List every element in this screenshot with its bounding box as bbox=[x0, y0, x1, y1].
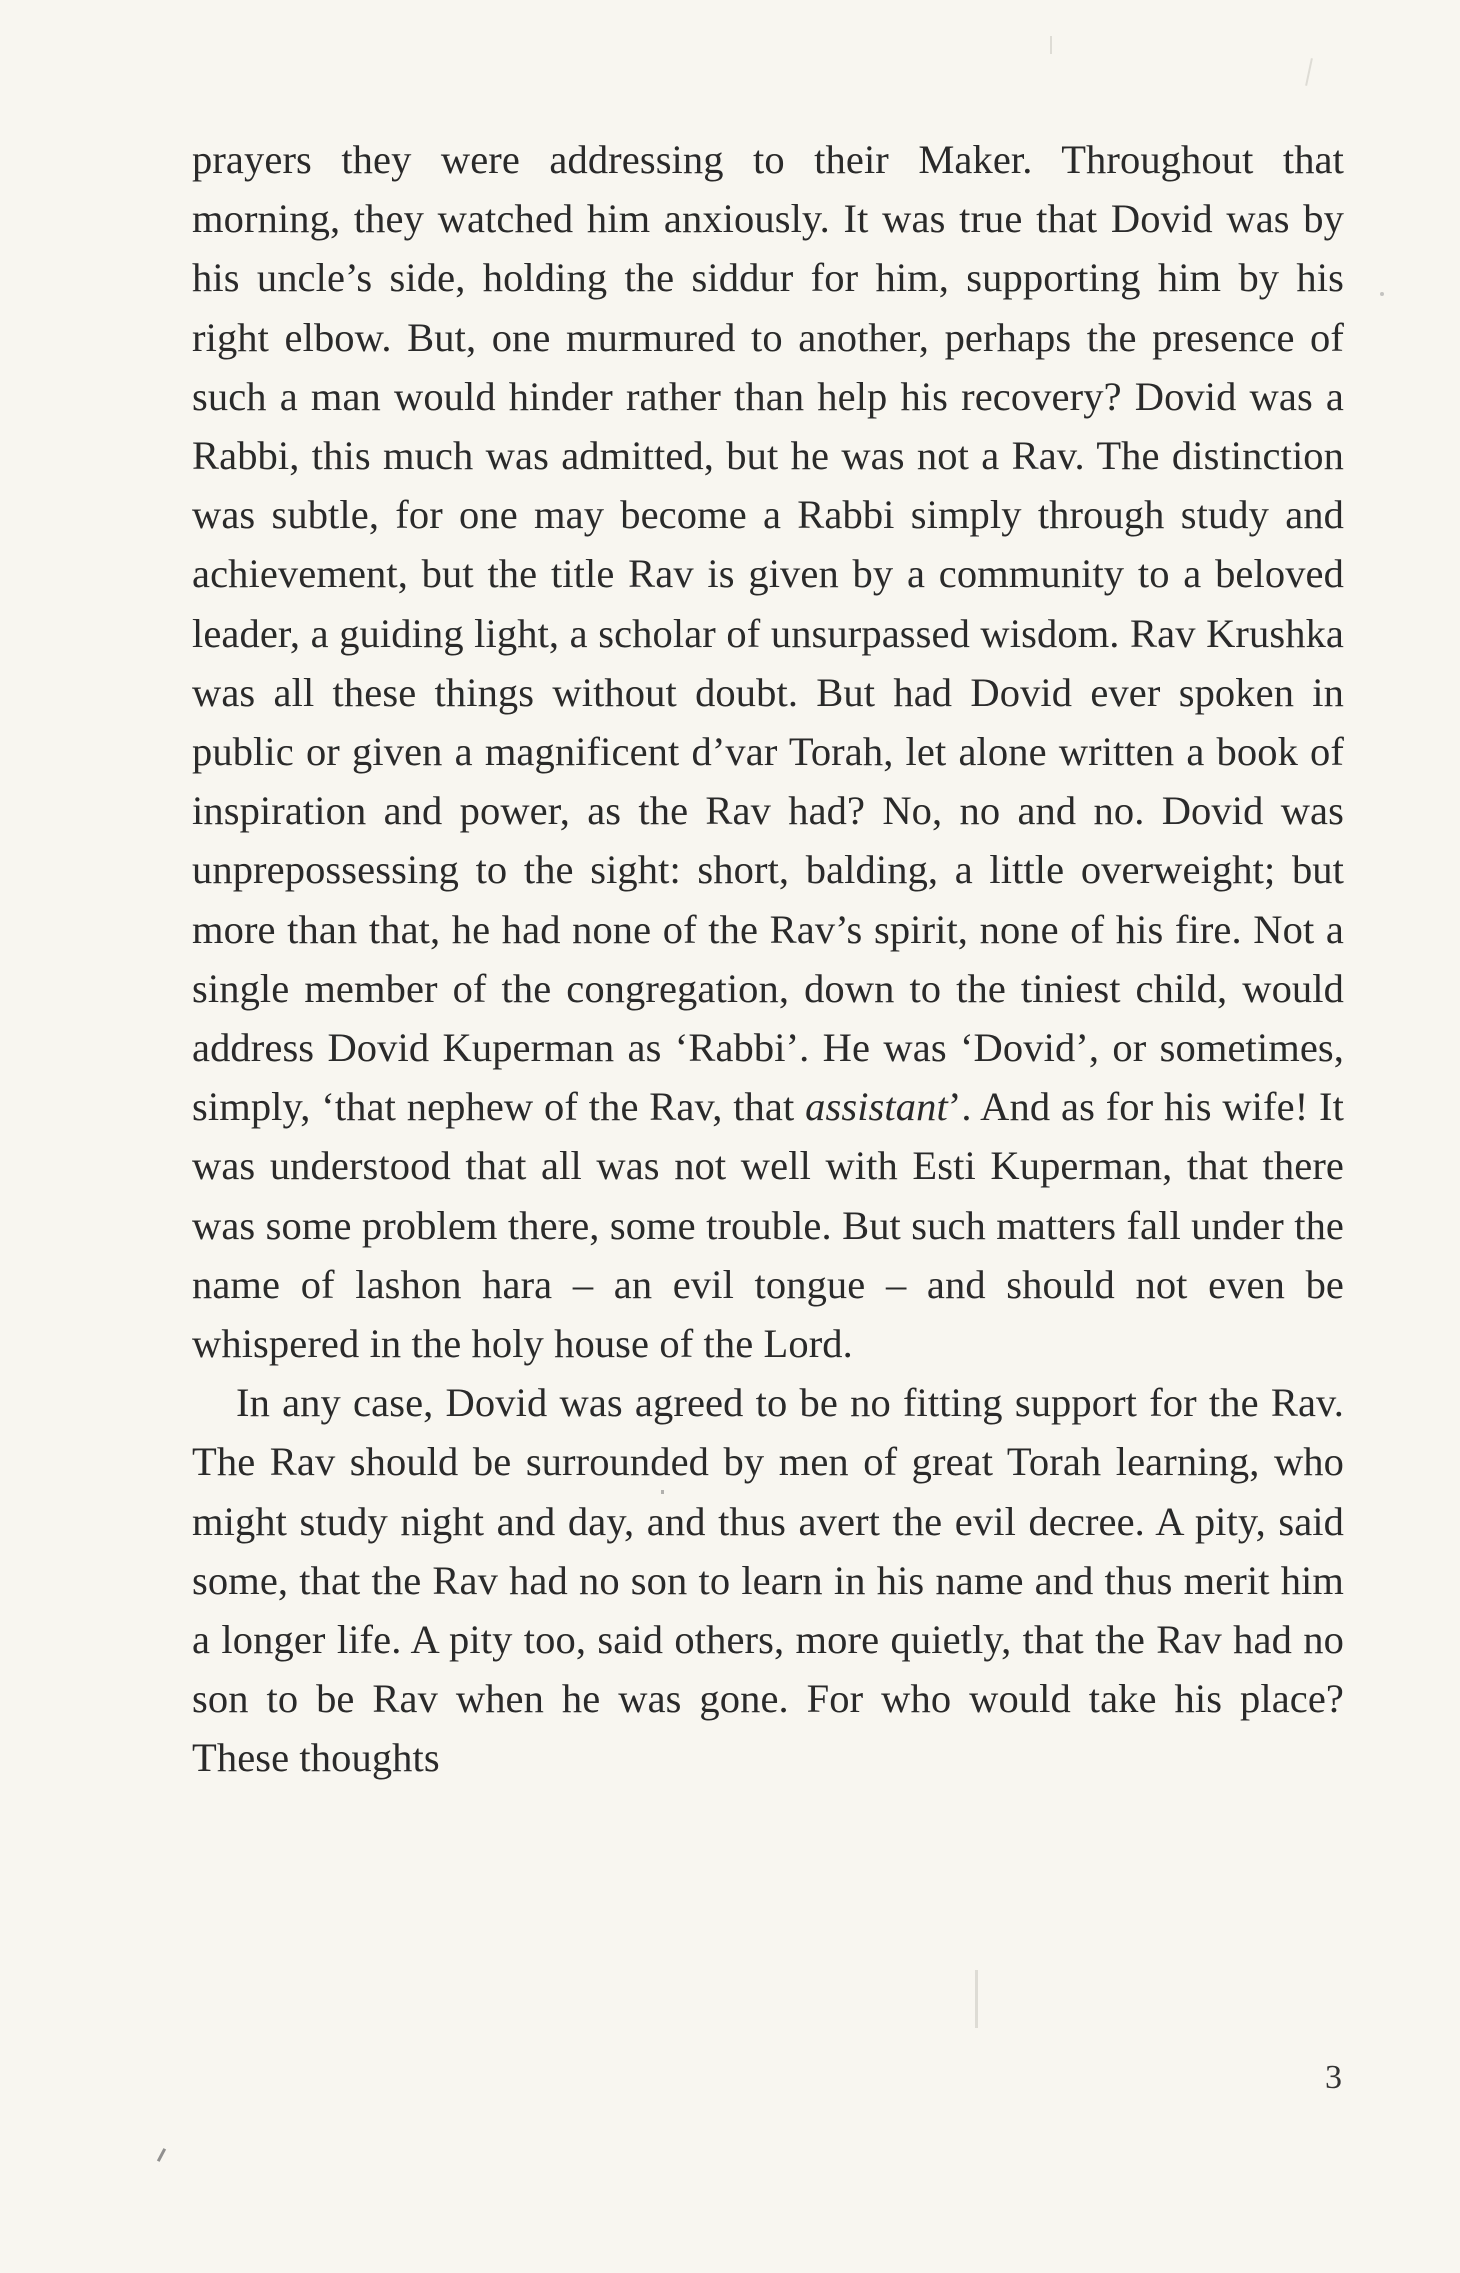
paragraph-2: In any case, Dovid was agreed to be no fitting support for the Rav. The Rav should be surrounded by men of great Torah learning, who might study night and day, and thus avert the evil decree. A pity, said some, that the Rav had no son to learn in his name and thus merit him a longer life. A pity too, said others, more quietly, that the Rav had no son to be Rav when he was gone. For who would take his place? These thoughts bbox=[192, 1380, 1344, 1781]
page-number: 3 bbox=[1325, 2059, 1342, 2096]
body-text bbox=[192, 130, 1344, 1788]
paper-scratch-mark bbox=[1305, 58, 1313, 86]
ink-speck-mark bbox=[157, 2148, 166, 2162]
paragraph-1-italic-word: assistant bbox=[805, 1084, 948, 1130]
paper-scratch-mark bbox=[975, 1970, 978, 2028]
paragraph-1-text-b: ’. And as for his wife! It was understood that all was not well with Esti Kuperman, that there was some problem there, some trouble. But such matters fall under the name of lashon hara – an evil tongue – and should not even be whispered in the holy house of the Lord. bbox=[192, 1084, 1344, 1367]
paragraph-1-text-a: prayers they were addressing to their Maker. Throughout that morning, they watched him anxiously. It was true that Dovid was by his uncle’s side, holding the siddur for him, supporting him by his right elbow. But, one murmured to another, perhaps the presence of such a man would hinder rather than help his recovery? Dovid was a Rabbi, this much was admitted, but he was not a Rav. The distinction was subtle, for one may become a Rabbi simply through study and achievement, but the title Rav is given by a community to a beloved leader, a guiding light, a scholar of unsurpassed wisdom. Rav Krushka was all these things without doubt. But had Dovid ever spoken in public or given a magnificent d’var Torah, let alone written a book of inspiration and power, as the Rav had? No, no and no. Dovid was unprepossessing to the sight: short, balding, a little overweight; but more than that, he had none of the Rav’s spirit, none of his fire. Not a single member of the congregation, down to the tiniest child, would address Dovid Kuperman as ‘Rabbi’. He was ‘Dovid’, or sometimes, simply, ‘that nephew of the Rav, that bbox=[192, 137, 1344, 1130]
paragraph-1 bbox=[192, 130, 1344, 1373]
paper-scratch-mark bbox=[1050, 36, 1052, 54]
ink-speck-mark bbox=[1380, 292, 1384, 296]
